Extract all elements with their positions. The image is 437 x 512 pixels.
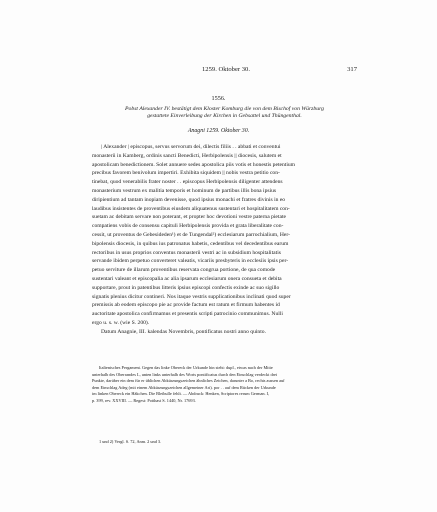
text-line: petuo serviture de illarum proventibus reservata congrua portione, de qua comode <box>92 267 276 274</box>
charter-text <box>92 143 357 337</box>
regest-line: gestattete Einverleibung der Kirchen in Gebsattel und Thüngenthal. <box>147 113 302 120</box>
text-line: precibus favorem benivolum impertiri. Exhibita siquidem || nobis vestra petitio con- <box>92 170 280 177</box>
running-header <box>92 66 357 76</box>
text-line: servande ibidem perpetuo converteret valeatis, vicariis presbyteris in ecclesiis ipsis per- <box>92 258 289 265</box>
text-line: supportare, prout in patentibus litteris ipsius episcopi confectis exinde ac suo sigillo <box>92 284 280 291</box>
notes-line: p. 399, rev. XXVIII. — Regest: Potthast S. 1440, Nr. 17693. <box>92 397 196 403</box>
notes-line: dem Einschlag Adeg (mit einem Abkürzungszeichen allgemeiner Art). por . . auf dem Rücken der Urkunde <box>92 384 276 390</box>
text-line: premissis ab eodem episcopo pie ac provide factum est ratum et firmum habentes id <box>92 302 280 309</box>
place-date-line: Anagni 1259. Oktober 30. <box>187 128 250 134</box>
text-line: | Alexander | episcopus, servus servorum dei, dilectis filiis . . abbati et conventui <box>101 144 281 150</box>
text-line: suetam ac debitam servare non poterant, et propter hoc devotioni vestre paterna pietate <box>92 214 286 221</box>
text-line: bipolensis diocesis, in quibus ius patronatus habetis, cedentibus vel decedentibus earum <box>92 240 289 247</box>
text-line: auctoritate apostolica confirmamus et presentis scripti patrocinio communimus. Nulli <box>92 311 283 318</box>
text-line: monasterii in Kamberg, ordinis sancti Benedicti, Herbipolensis || diocesis, salutem et <box>92 152 282 159</box>
text-line: rectoribus in usus proprios conventus monasterii vestri ac in subsidium hospitalitatis <box>92 249 281 256</box>
dating-clause: Datum Anagnie, III. kalendas Novembris, pontificatus nostri anno quinto. <box>101 328 266 335</box>
regest-line: Pobst Alexander IV. bestätigt dem Kloster Komburg die von dem Bischof von Würzburg <box>125 106 324 112</box>
text-line: diripientium ad tantam inopiam devenisse, quod ipsius monachi et fratres divinis in eo <box>92 196 286 203</box>
page-number: 317 <box>347 66 357 73</box>
document-number: 1556. <box>211 95 226 102</box>
text-line: tinebat, quod venerabilis frater noster . . episcopus Herbipolensis diligenter attendens <box>92 179 283 186</box>
text-line: monasterium vestrum ex malitia temporis et hominum de partibus illis bona ipsius <box>92 187 277 194</box>
notes-line: Italienisches Pergament. Gegen das linke Obereck der Urkunde hin steht: dupl., etwas nach der Mitte <box>99 365 273 370</box>
text-line: sustentari valeant et episcopalia ac alia ipsarum ecclesiarum onera consueta et debita <box>92 275 282 282</box>
notes-line: im linken Obereck ein Häkchen. Die Bleibulle fehlt. — Abdruck: Henken, Scriptores rerum German. I, <box>92 391 270 397</box>
text-line: cessit, ut proventus de Gebesideden¹) et de Tungendal²) ecclesiarum parrochialium, Her- <box>92 231 291 238</box>
archival-notes <box>92 365 357 405</box>
text-line: compatiens vobis de consensu capituli Herbipolensis provida et grata liberalitate con- <box>92 223 284 230</box>
text-line: apostolicam benedictionem. Solet annuere sedes apostolica piis votis et honestis petentium <box>92 161 296 168</box>
text-line: ergo u. s. w. (wie S. 200). <box>92 319 150 326</box>
header-date: 1259. Oktober 30. <box>202 66 250 73</box>
text-line: laudibus insistentes de proventibus eiusdem aliquatenus sustentari et hospitalitatem con- <box>92 205 290 212</box>
footnote: 1 und 2) Vergl. S. 72, Anm. 2 und 3. <box>99 439 162 444</box>
notes-line: unterhalb des Oberrandes L, unten links unterhalb des Worts pontificatus durch den Einschlag verdeckt drei <box>92 371 278 377</box>
text-line: signatis plenius dicitur contineri. Nos itaque vestris supplicationibus inclinati quod super <box>92 293 291 300</box>
regest-summary <box>92 106 357 120</box>
notes-line: Punkte, darüber ein dem für er üblichen Abkürzungszeichen ähnliches Zeichen, darunter a Bo, rechts aussen auf <box>92 378 285 384</box>
